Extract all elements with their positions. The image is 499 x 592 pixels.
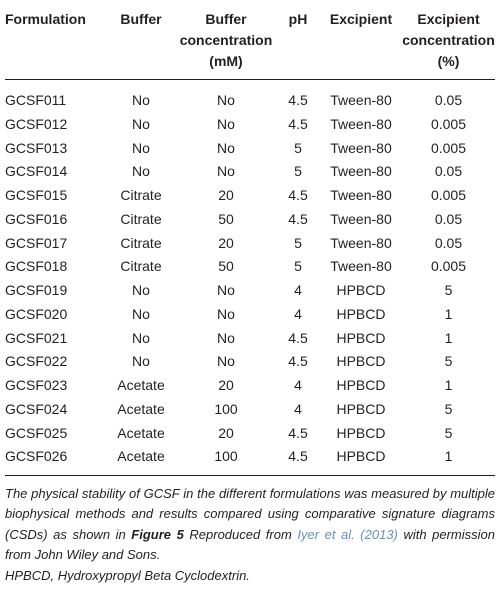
column-header-line: pH xyxy=(288,11,308,27)
table-cell: GCSF011 xyxy=(5,92,67,108)
table-cell: 50 xyxy=(218,258,234,275)
column-header-line: Buffer xyxy=(120,11,162,27)
column-header-line: concentration xyxy=(402,32,495,48)
table-cell: 100 xyxy=(214,400,238,417)
table-cell: 5 xyxy=(294,139,302,156)
table-cell: GCSF013 xyxy=(5,139,68,156)
caption-text-3: with permission from John Wiley and Sons. xyxy=(5,526,495,562)
table-cell: 5 xyxy=(444,424,453,441)
table-row xyxy=(5,374,495,398)
table-cell: 1 xyxy=(444,329,453,346)
table-cell: GCSF016 xyxy=(5,210,68,227)
table-cell: 4.5 xyxy=(288,329,308,346)
table-cell: Acetate xyxy=(117,424,165,441)
table-row xyxy=(5,279,495,303)
table-cell: 5 xyxy=(294,258,302,275)
table-row xyxy=(5,113,495,137)
table-cell: GCSF021 xyxy=(5,329,68,346)
header-row xyxy=(5,7,495,78)
figure-reference[interactable]: Figure 5 xyxy=(131,526,184,542)
column-header-line: (mM) xyxy=(209,53,243,69)
table-cell: No xyxy=(132,139,150,156)
table-row xyxy=(5,184,495,208)
table-cell: Acetate xyxy=(117,448,165,465)
table-cell: HPBCD xyxy=(336,377,386,393)
table-cell: 1 xyxy=(444,377,453,393)
table-cell: HPBCD xyxy=(336,282,386,298)
table-cell: 20 xyxy=(218,377,234,393)
table-cell: Citrate xyxy=(120,210,162,227)
table-cell: HPBCD xyxy=(336,448,386,465)
table-cell: 4 xyxy=(294,377,302,393)
table-cell: GCSF026 xyxy=(5,448,68,465)
table-cell: 0.05 xyxy=(434,163,463,180)
table-cell: 1 xyxy=(444,448,453,465)
table-cell: GCSF017 xyxy=(5,234,68,251)
table-body xyxy=(5,79,495,469)
table-cell: No xyxy=(217,282,235,298)
table-cell: 0.05 xyxy=(434,92,463,108)
table-cell: GCSF018 xyxy=(5,258,68,275)
table-cell: 0.005 xyxy=(430,187,467,203)
table-cell: GCSF014 xyxy=(5,163,68,180)
table-row xyxy=(5,327,495,351)
column-header-line: Excipient xyxy=(417,11,480,27)
table-cell: HPBCD xyxy=(336,353,386,370)
table-cell: No xyxy=(132,115,150,132)
column-header-line: Formulation xyxy=(5,11,86,27)
table-cell: 0.005 xyxy=(430,115,467,132)
table-cell: GCSF019 xyxy=(5,282,68,298)
table-row xyxy=(5,422,495,446)
table-cell: No xyxy=(217,329,235,346)
table-cell: HPBCD xyxy=(336,329,386,346)
table-cell: 4.5 xyxy=(288,115,308,132)
table-cell: 5 xyxy=(444,353,453,370)
table-cell: HPBCD xyxy=(336,305,386,322)
table-row xyxy=(5,89,495,113)
table-cell: Acetate xyxy=(117,400,165,417)
column-header xyxy=(106,7,176,78)
table-caption xyxy=(5,484,495,566)
table-cell: Tween-80 xyxy=(330,163,392,180)
bottom-rule xyxy=(5,469,495,475)
table-cell: No xyxy=(217,353,235,370)
table-cell: Citrate xyxy=(120,187,162,203)
formulation-table xyxy=(5,7,495,476)
table-row xyxy=(5,350,495,374)
table-cell: Tween-80 xyxy=(330,210,392,227)
table-cell: No xyxy=(217,92,235,108)
column-header xyxy=(402,7,495,78)
table-cell: 20 xyxy=(218,234,234,251)
table-cell: No xyxy=(217,163,235,180)
table-cell: Acetate xyxy=(117,377,165,393)
table-cell: 4 xyxy=(294,305,302,322)
table-row xyxy=(5,137,495,161)
table-row xyxy=(5,160,495,184)
abbreviation-footnote: HPBCD, Hydroxypropyl Beta Cyclodextrin. xyxy=(5,567,250,583)
table-cell: Tween-80 xyxy=(330,187,392,203)
table-cell: Tween-80 xyxy=(330,115,392,132)
table-cell: Citrate xyxy=(120,258,162,275)
table-cell: No xyxy=(217,139,235,156)
table-cell: 20 xyxy=(218,187,234,203)
table-cell: GCSF025 xyxy=(5,424,68,441)
table-row xyxy=(5,303,495,327)
table-cell: 50 xyxy=(218,210,234,227)
table-cell: 0.05 xyxy=(434,234,463,251)
table-cell: 5 xyxy=(294,234,302,251)
table-cell: 5 xyxy=(444,282,453,298)
table-cell: No xyxy=(132,282,150,298)
table-cell: 4 xyxy=(294,400,302,417)
table-cell: Citrate xyxy=(120,234,162,251)
caption-text-1: The physical stability of GCSF in the different formulations was measured by multiple biophysical methods and results compared using comparative signature diagrams (CSDs) as shown in xyxy=(5,485,495,542)
table-cell: 0.05 xyxy=(434,210,463,227)
table-cell: Tween-80 xyxy=(330,258,392,275)
table-cell: 5 xyxy=(444,400,453,417)
column-header-line: Excipient xyxy=(329,11,393,27)
table-cell: GCSF020 xyxy=(5,305,68,322)
table-cell: 20 xyxy=(218,424,234,441)
column-header-line: (%) xyxy=(437,53,460,69)
table-cell: Tween-80 xyxy=(330,234,392,251)
citation-link[interactable]: Iyer et al. (2013) xyxy=(297,526,398,542)
table-row xyxy=(5,208,495,232)
table-cell: GCSF015 xyxy=(5,187,68,203)
table-cell: 4.5 xyxy=(288,210,308,227)
table-row xyxy=(5,232,495,256)
table-cell: No xyxy=(132,305,150,322)
table-cell: GCSF012 xyxy=(5,115,68,132)
column-header-line: concentration xyxy=(179,32,273,48)
table-cell: 4.5 xyxy=(288,424,308,441)
table-cell: No xyxy=(132,163,150,180)
column-header-line: Buffer xyxy=(205,11,247,27)
table-cell: No xyxy=(217,115,235,132)
table-cell: GCSF023 xyxy=(5,377,68,393)
table-cell: 100 xyxy=(214,448,238,465)
column-header xyxy=(276,7,320,78)
table-cell: No xyxy=(132,353,150,370)
table-cell: No xyxy=(132,329,150,346)
table-cell: GCSF024 xyxy=(5,400,68,417)
table-cell: 1 xyxy=(444,305,453,322)
table-row xyxy=(5,445,495,469)
table-cell: 0.005 xyxy=(430,258,467,275)
spacer-cell xyxy=(5,79,495,89)
table-cell: HPBCD xyxy=(336,400,386,417)
table-cell: 4.5 xyxy=(288,92,308,108)
column-header xyxy=(176,7,276,78)
table-cell: No xyxy=(132,92,150,108)
table-cell: 4 xyxy=(294,282,302,298)
caption-text-2: Reproduced from xyxy=(183,526,298,542)
table-cell: 0.005 xyxy=(430,139,467,156)
column-header xyxy=(320,7,402,78)
table-row xyxy=(5,255,495,279)
table-cell: 4.5 xyxy=(288,353,308,370)
table-row xyxy=(5,398,495,422)
table-cell: 4.5 xyxy=(288,448,308,465)
table-cell: 4.5 xyxy=(288,187,308,203)
table-cell: 5 xyxy=(294,163,302,180)
table-cell: No xyxy=(217,305,235,322)
table-cell: GCSF022 xyxy=(5,353,68,370)
table-cell: Tween-80 xyxy=(330,139,392,156)
table-cell: HPBCD xyxy=(336,424,386,441)
table-cell: Tween-80 xyxy=(330,92,392,108)
column-header xyxy=(5,7,106,78)
